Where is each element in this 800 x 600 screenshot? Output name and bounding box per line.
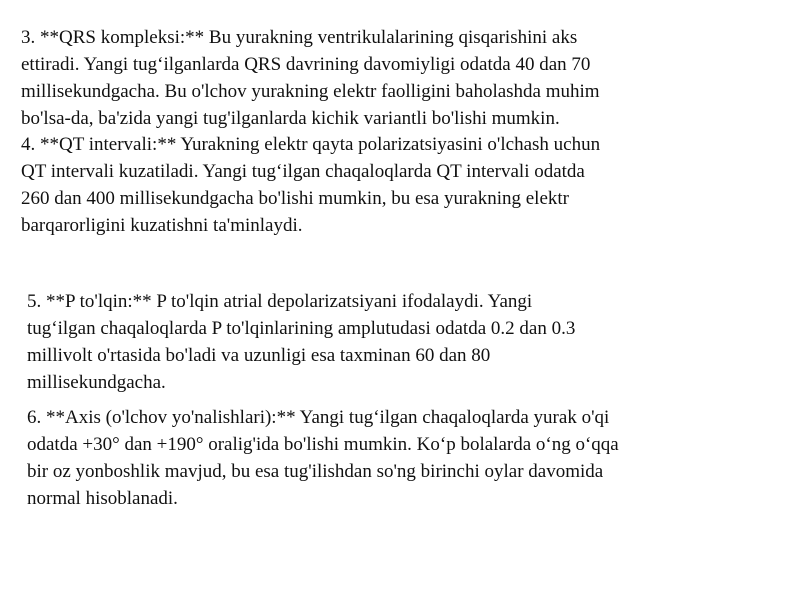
text-line: barqarorligini kuzatishni ta'minlaydi. — [21, 215, 303, 236]
text-line: ettiradi. Yangi tug‘ilganlarda QRS davrining davomiyligi odatda 40 dan 70 — [21, 54, 591, 75]
text-line: 260 dan 400 millisekundgacha bo'lishi mumkin, bu esa yurakning elektr — [21, 188, 569, 209]
paragraph-qrs-complex — [21, 24, 600, 132]
text-line: millivolt o'rtasida bo'ladi va uzunligi esa taxminan 60 dan 80 — [27, 345, 491, 366]
text-line: 5. **P to'lqin:** P to'lqin atrial depolarizatsiyani ifodalaydi. Yangi — [27, 291, 533, 312]
paragraph-p-wave — [27, 288, 575, 396]
text-line: tug‘ilgan chaqaloqlarda P to'lqinlarining amplutudasi odatda 0.2 dan 0.3 — [27, 318, 576, 339]
paragraph-qt-interval — [21, 131, 600, 239]
text-line: normal hisoblanadi. — [27, 488, 178, 509]
text-line: bo'lsa-da, ba'zida yangi tug'ilganlarda kichik variantli bo'lishi mumkin. — [21, 108, 560, 129]
text-line: millisekundgacha. — [27, 372, 166, 393]
paragraph-axis — [27, 404, 619, 512]
text-line: bir oz yonboshlik mavjud, bu esa tug'ilishdan so'ng birinchi oylar davomida — [27, 461, 604, 482]
text-line: odatda +30° dan +190° oralig'ida bo'lishi mumkin. Ko‘p bolalarda o‘ng o‘qqa — [27, 434, 619, 455]
text-line: 4. **QT intervali:** Yurakning elektr qayta polarizatsiyasini o'lchash uchun — [21, 134, 601, 155]
text-line: millisekundgacha. Bu o'lchov yurakning elektr faolligini baholashda muhim — [21, 81, 600, 102]
text-line: 3. **QRS kompleksi:** Bu yurakning ventrikulalarining qisqarishini aks — [21, 27, 578, 48]
text-line: QT intervali kuzatiladi. Yangi tug‘ilgan chaqaloqlarda QT intervali odatda — [21, 161, 585, 182]
text-line: 6. **Axis (o'lchov yo'nalishlari):** Yangi tug‘ilgan chaqaloqlarda yurak o'qi — [27, 407, 610, 428]
